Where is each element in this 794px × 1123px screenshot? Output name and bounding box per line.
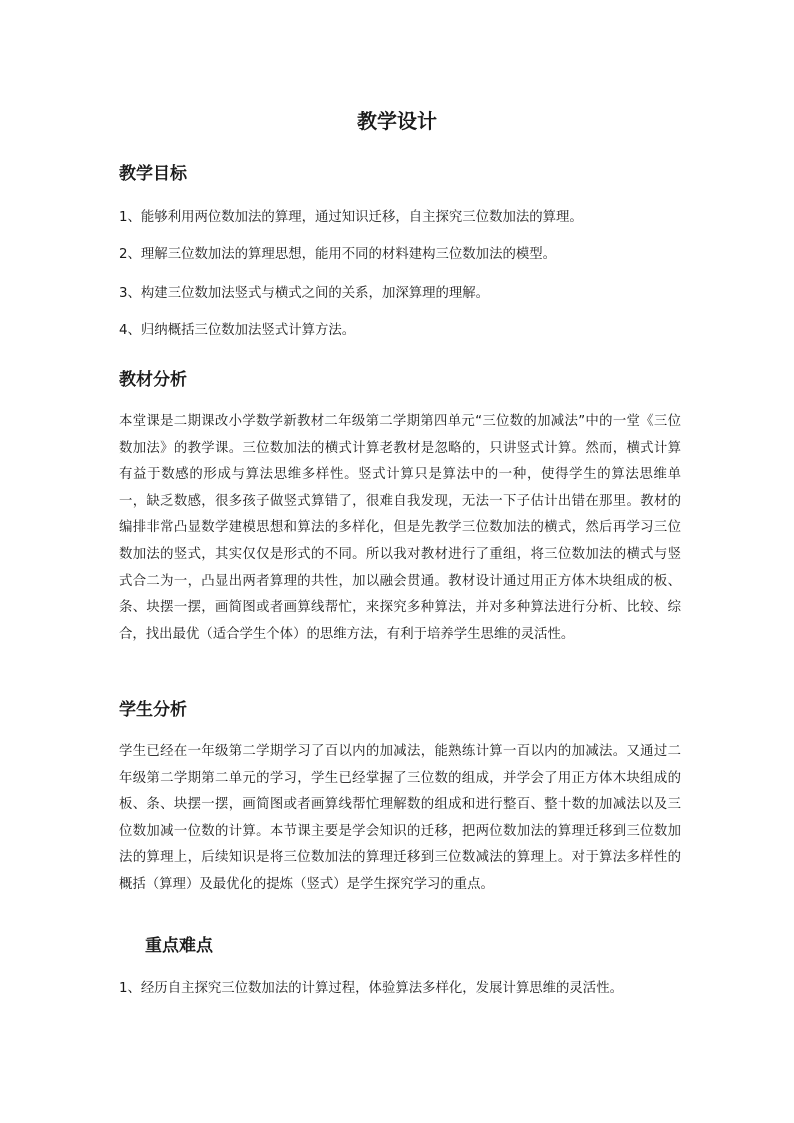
objective-item-1: 1、能够利用两位数加法的算理，通过知识迁移，自主探究三位数加法的算理。 (119, 210, 583, 225)
student-analysis-paragraph: 学生已经在一年级第二学期学习了百以内的加减法，能熟练计算一百以内的加减法。又通过二年级第二学期第二单元的学习，学生已经掌握了三位数的组成，并学会了用正方体木块组成的板、条、块摆一摆，画简图或者画算线帮忙理解数的组成和进行整百、整十数的加减法以及三位数加减一位数的计算。本节课主要是学会知识的迁移，把两位数加法的算理迁移到三位数加法的算理上，后续知识是将三位数加法的算理迁移到三位数减法的算理上。对于算法多样性的概括（算理）及最优化的提炼（竖式）是学生探究学习的重点。 (119, 744, 681, 892)
textbook-analysis-paragraph: 本堂课是二期课改小学数学新教材二年级第二学期第四单元“三位数的加减法”中的一堂《三位数加法》的教学课。三位数加法的横式计算老教材是忽略的，只讲竖式计算。然而，横式计算有益于数感的形成与算法思维多样性。竖式计算只是算法中的一种，使得学生的算法思维单一，缺乏数感，很多孩子做竖式算错了，很难自我发现，无法一下子估计出错在那里。教材的编排非常凸显数学建模思想和算法的多样化，但是先教学三位数加法的横式，然后再学习三位数加法的竖式，其实仅仅是形式的不同。所以我对教材进行了重组，将三位数加法的横式与竖式合二为一，凸显出两者算理的共性，加以融会贯通。教材设计通过用正方体木块组成的板、条、块摆一摆，画简图或者画算线帮忙，来探究多种算法，并对多种算法进行分析、比较、综合，找出最优（适合学生个体）的思维方法，有利于培养学生思维的灵活性。 (119, 414, 681, 642)
heading-key-difficulties: 重点难点 (145, 936, 213, 956)
heading-student-analysis: 学生分析 (119, 700, 187, 720)
objective-item-3: 3、构建三位数加法竖式与横式之间的关系，加深算理的理解。 (119, 286, 490, 301)
heading-objectives: 教学目标 (119, 164, 187, 184)
objective-item-2: 2、理解三位数加法的算理思想，能用不同的材料建构三位数加法的模型。 (119, 247, 557, 262)
key-difficulties-paragraph: 1、经历自主探究三位数加法的计算过程，体验算法多样化，发展计算思维的灵活性。 (119, 981, 623, 996)
heading-textbook-analysis: 教材分析 (119, 370, 187, 390)
document-title: 教学设计 (357, 109, 437, 133)
objective-item-4: 4、归纳概括三位数加法竖式计算方法。 (119, 323, 356, 338)
